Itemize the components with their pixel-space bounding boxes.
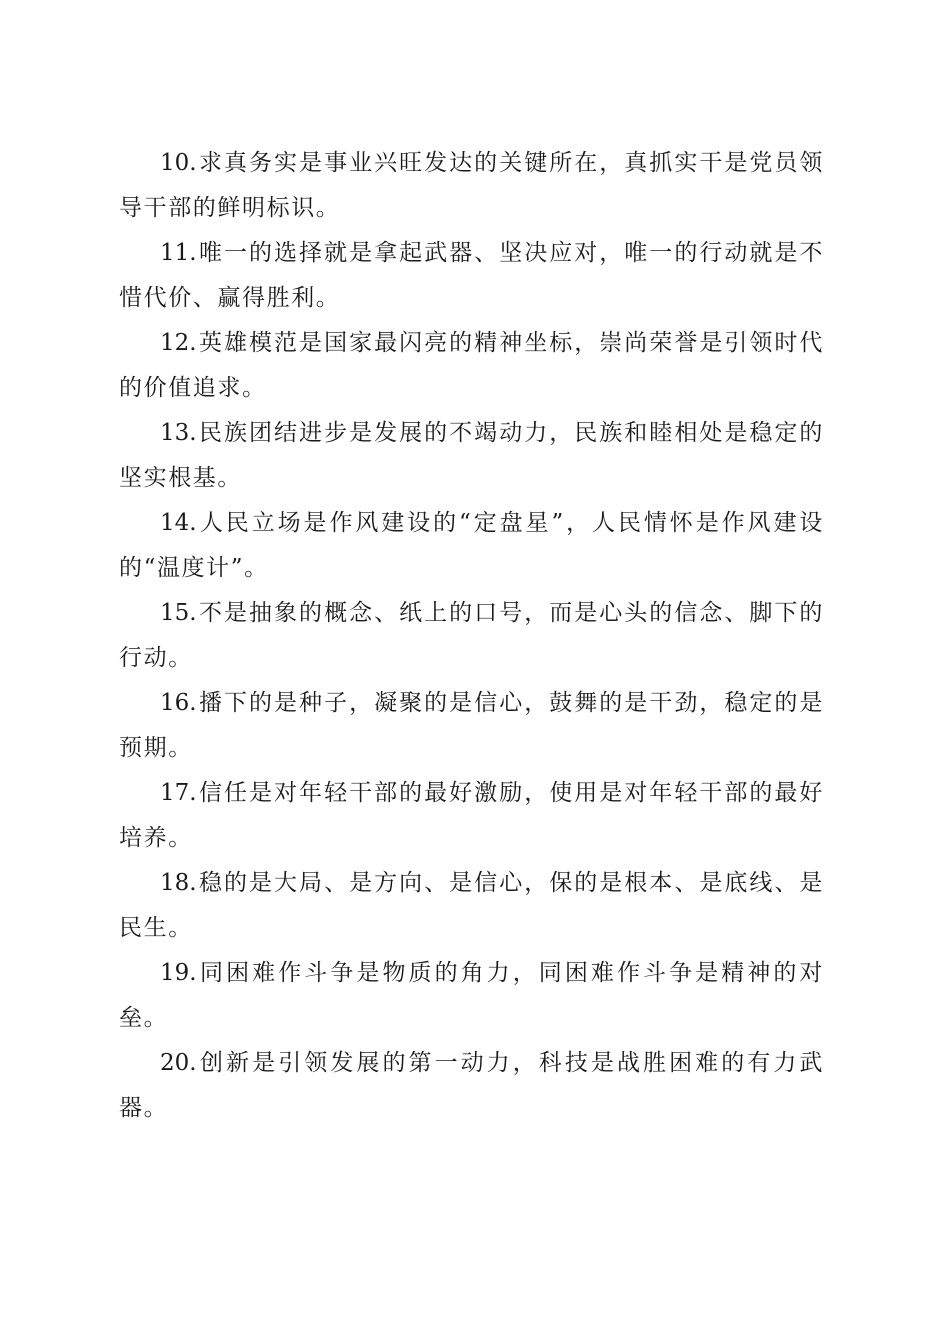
list-item [119, 321, 824, 411]
item-number: 10. [160, 150, 197, 176]
list-item [119, 141, 824, 231]
list-item [119, 681, 824, 771]
item-number: 18. [160, 870, 197, 896]
list-item [119, 231, 824, 321]
list-item [119, 861, 824, 951]
item-text: 稳的是大局、是方向、是信心，保的是根本、是底线、是民生。 [119, 870, 824, 941]
item-number: 16. [160, 690, 197, 716]
list-item [119, 1041, 824, 1131]
item-text: 求真务实是事业兴旺发达的关键所在，真抓实干是党员领导干部的鲜明标识。 [119, 150, 824, 221]
list-item [119, 771, 824, 861]
item-text: 创新是引领发展的第一动力，科技是战胜困难的有力武器。 [119, 1050, 824, 1121]
item-number: 17. [160, 780, 197, 806]
item-text: 信任是对年轻干部的最好激励，使用是对年轻干部的最好培养。 [119, 780, 824, 851]
item-number: 14. [160, 510, 197, 536]
item-text: 播下的是种子，凝聚的是信心，鼓舞的是干劲，稳定的是预期。 [119, 690, 824, 761]
item-text: 人民立场是作风建设的“定盘星”，人民情怀是作风建设的“温度计”。 [119, 510, 824, 581]
item-number: 11. [160, 240, 197, 266]
list-item [119, 951, 824, 1041]
list-item [119, 411, 824, 501]
item-text: 英雄模范是国家最闪亮的精神坐标，崇尚荣誉是引领时代的价值追求。 [119, 330, 824, 401]
item-text: 唯一的选择就是拿起武器、坚决应对，唯一的行动就是不惜代价、赢得胜利。 [119, 240, 824, 311]
item-text: 同困难作斗争是物质的角力，同困难作斗争是精神的对垒。 [119, 960, 824, 1031]
item-number: 15. [160, 600, 197, 626]
item-number: 12. [160, 330, 197, 356]
item-number: 19. [160, 960, 197, 986]
item-number: 13. [160, 420, 197, 446]
item-text: 民族团结进步是发展的不竭动力，民族和睦相处是稳定的坚实根基。 [119, 420, 824, 491]
item-number: 20. [160, 1050, 197, 1076]
item-text: 不是抽象的概念、纸上的口号，而是心头的信念、脚下的行动。 [119, 600, 824, 671]
list-item [119, 501, 824, 591]
document-page [119, 141, 824, 1131]
list-item [119, 591, 824, 681]
